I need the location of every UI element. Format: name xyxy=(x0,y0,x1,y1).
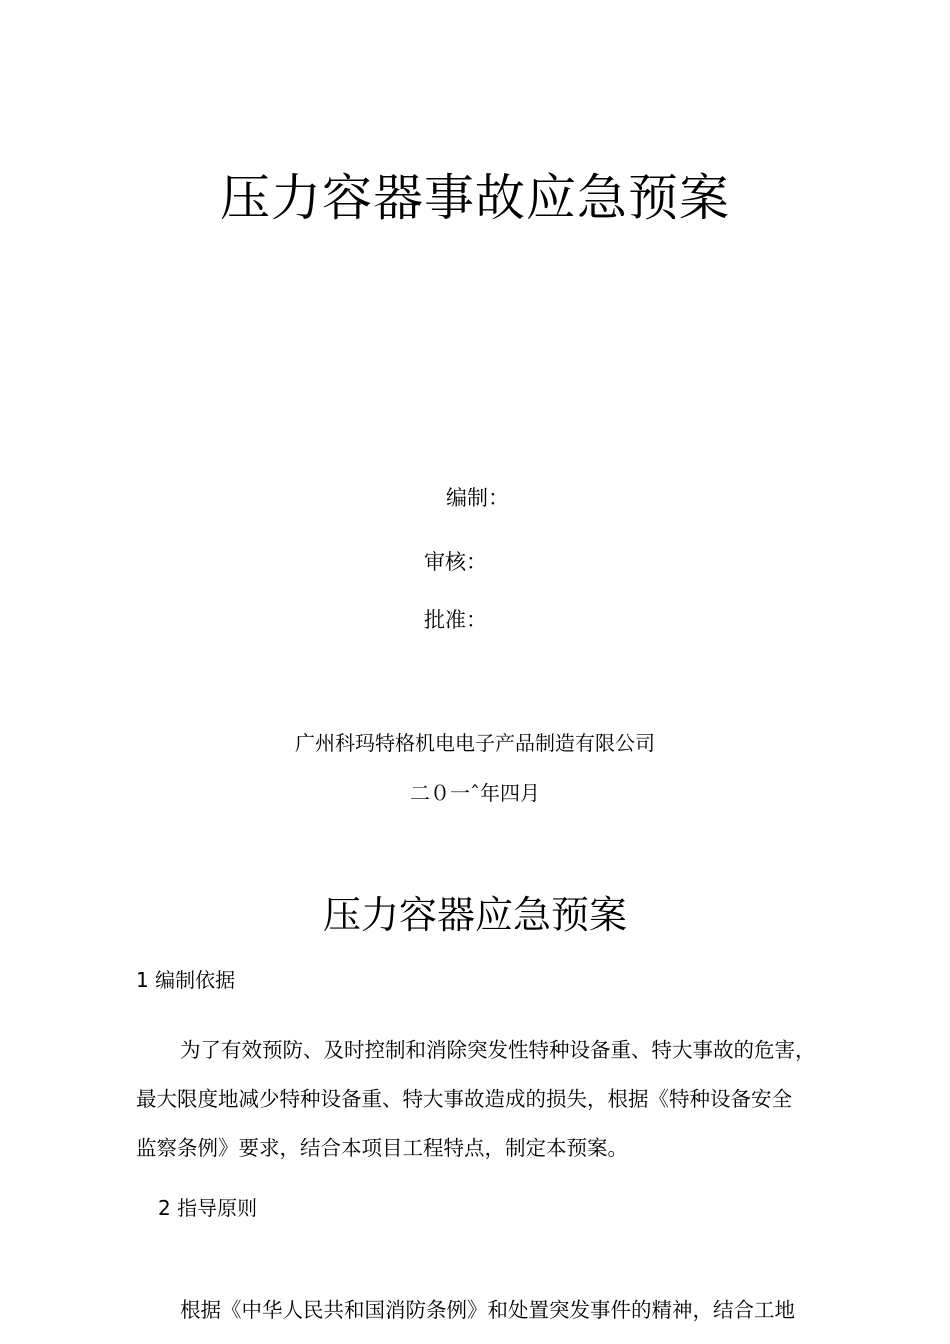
section-heading-basis: 1 编制依据 xyxy=(136,968,236,992)
section-paragraph-basis xyxy=(136,1026,836,1173)
approved-by-label: 批准： xyxy=(424,608,487,632)
document-title: 压力容器应急预案 xyxy=(322,893,627,937)
paragraph-line: 为了有效预防、及时控制和消除突发性特种设备重、特大事故的危害， xyxy=(180,1038,816,1062)
reviewed-by-label: 审核： xyxy=(424,550,487,574)
issue-date: 二０一ˆ年四月 xyxy=(410,781,540,805)
section-paragraph-principles: 根据《中华人民共和国消防条例》和处置突发事件的精神，结合工地 xyxy=(180,1298,795,1322)
cover-title: 压力容器事故应急预案 xyxy=(220,169,730,227)
company-name: 广州科玛特格机电电子产品制造有限公司 xyxy=(295,731,655,755)
compiled-by-label: 编制： xyxy=(446,486,509,510)
paragraph-line: 最大限度地减少特种设备重、特大事故造成的损失，根据《特种设备安全 xyxy=(136,1087,792,1111)
section-heading-principles: 2 指导原则 xyxy=(158,1196,258,1220)
paragraph-line: 监察条例》要求，结合本项目工程特点，制定本预案。 xyxy=(136,1136,628,1160)
